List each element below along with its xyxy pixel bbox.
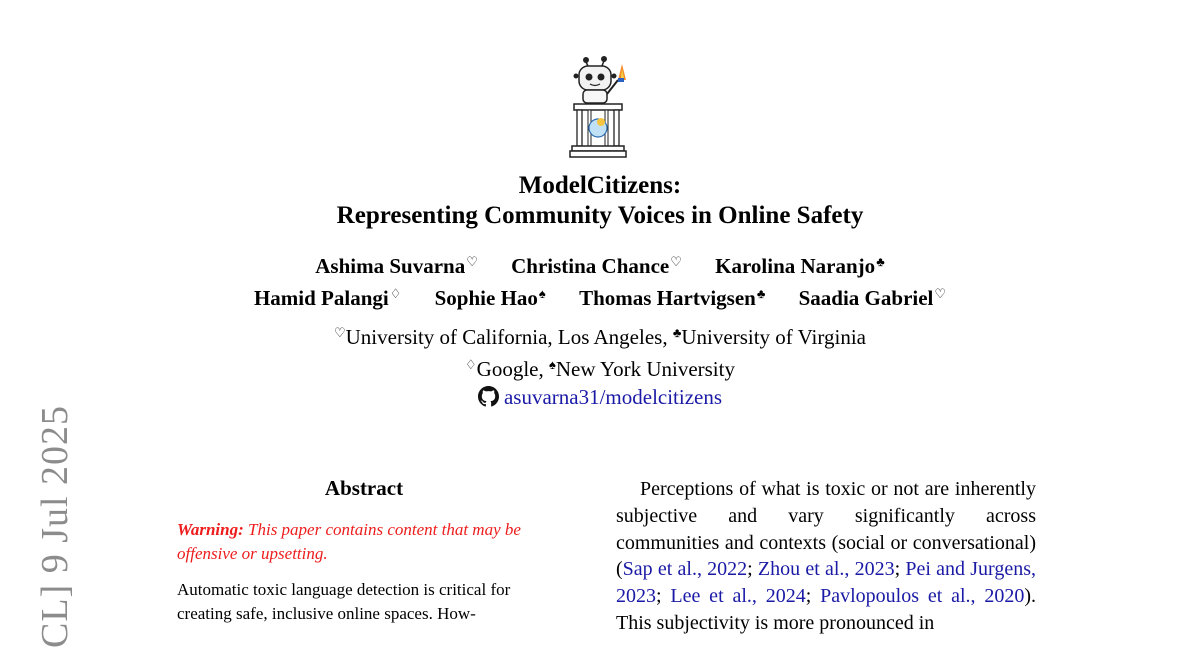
- arxiv-stamp: CL] 9 Jul 2025: [34, 404, 76, 648]
- author: Karolina Naranjo♣: [715, 254, 885, 278]
- repo-row: [0, 383, 1200, 411]
- author-list: [0, 248, 1200, 312]
- affiliation-mark: ♠: [548, 357, 556, 372]
- author: Thomas Hartvigsen♣: [579, 286, 766, 310]
- author: Christina Chance♡: [511, 254, 682, 278]
- intro-paragraph: Perceptions of what is toxic or not are inherently subjective and vary significantly across communities and contexts (social or conversational) (Sap et al., 2022; Zhou et al., 2023; Pei and Jurgens, 2023; Lee et al., 2024; Pavlopoulos et al., 2020). This subjectivity is more pronounced in: [616, 478, 1037, 634]
- author: Sophie Hao♠: [434, 286, 546, 310]
- repo-link[interactable]: asuvarna31/modelcitizens: [503, 385, 723, 409]
- affiliation-name: University of Virginia: [681, 325, 866, 349]
- affiliations: [0, 319, 1200, 411]
- affiliation-name: University of California, Los Angeles,: [345, 325, 673, 349]
- affiliation-mark: ♡: [466, 254, 478, 269]
- citation-link[interactable]: Sap et al., 2022: [622, 558, 748, 581]
- author-row-1: [0, 248, 1200, 280]
- affiliation-mark: ♡: [333, 325, 346, 340]
- author: Hamid Palangi♢: [253, 286, 402, 310]
- abstract-column: [177, 476, 557, 626]
- robot-on-pedestal-logo: [566, 54, 636, 160]
- abstract-heading: Abstract: [324, 476, 404, 500]
- title-line-1: ModelCitizens:: [518, 172, 682, 199]
- paper-title: [0, 171, 1200, 231]
- affiliation-mark: ♠: [538, 286, 546, 301]
- author-row-2: [0, 280, 1200, 312]
- title-line-2: Representing Community Voices in Online Safety: [336, 202, 864, 229]
- citation-link[interactable]: Zhou et al., 2023: [757, 558, 895, 581]
- author: Ashima Suvarna♡: [315, 254, 478, 278]
- intro-column: [616, 476, 1036, 637]
- author: Saadia Gabriel♡: [798, 286, 947, 310]
- affiliation-mark: ♢: [465, 357, 477, 372]
- affiliation-mark: ♡: [934, 286, 947, 301]
- affiliation-name: New York University: [555, 357, 735, 381]
- affiliation-mark: ♡: [670, 254, 682, 269]
- github-icon: [478, 386, 499, 407]
- affiliation-row-1: [0, 319, 1200, 351]
- warning-text: This paper contains content that may be offensive or upsetting.: [177, 520, 521, 563]
- content-warning: [177, 518, 557, 566]
- affiliation-row-2: [0, 351, 1200, 383]
- affiliation-mark: ♣: [756, 286, 766, 301]
- affiliation-name: Google,: [476, 357, 549, 381]
- affiliation-mark: ♣: [672, 325, 682, 340]
- affiliation-mark: ♣: [876, 254, 885, 269]
- affiliation-mark: ♢: [389, 286, 402, 301]
- warning-label: Warning:: [177, 520, 244, 539]
- abstract-body: Automatic toxic language detection is critical for creating safe, inclusive online spaces. How-: [177, 580, 511, 623]
- citation-link[interactable]: Lee et al., 2024: [670, 585, 806, 608]
- citation-link[interactable]: Pavlopoulos et al., 2020: [820, 585, 1025, 608]
- citation-link[interactable]: Pei and Jurgens, 2023: [616, 558, 1036, 608]
